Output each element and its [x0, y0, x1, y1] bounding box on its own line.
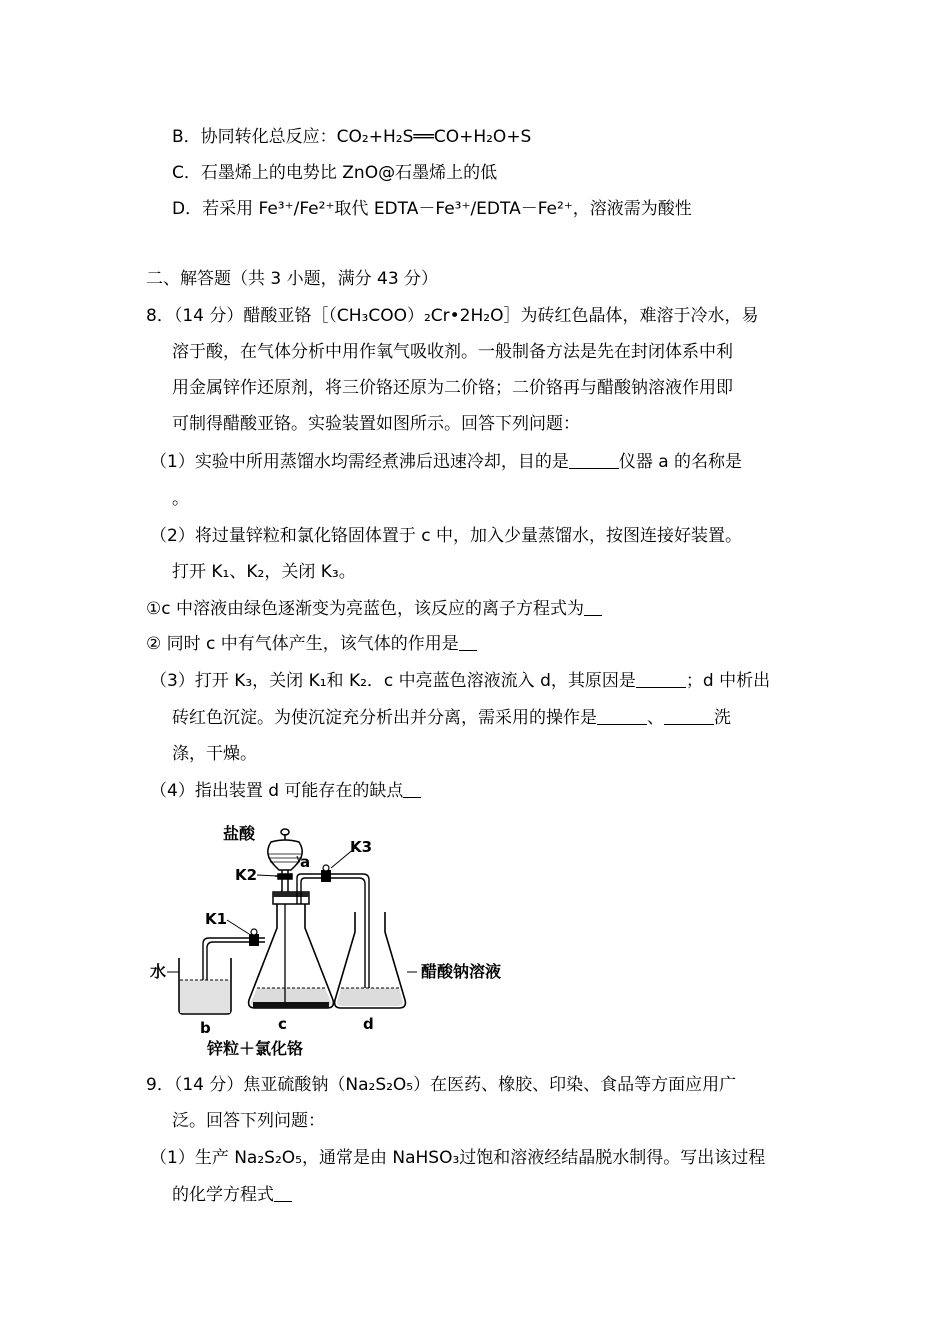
q9-text-1: （14 分）焦亚硫酸钠（Na₂S₂O₅）在医药、橡胶、印染、食品等方面应用广 — [173, 1075, 737, 1095]
a-pointer — [297, 856, 299, 862]
k3-pointer — [331, 848, 355, 868]
q8-text-1: （14 分）醋酸亚铬［（CH₃COO）₂Cr•2H₂O］为砖红色晶体，难溶于冷水，易 — [173, 306, 759, 326]
option-c-text: 石墨烯上的电势比 ZnO@石墨烯上的低 — [200, 163, 498, 183]
q8-circle2 — [146, 633, 477, 655]
q8-part3-text-d: 洗 — [714, 708, 731, 728]
answer-blank[interactable] — [403, 781, 421, 798]
option-d — [172, 198, 692, 220]
q8-line1 — [146, 305, 758, 327]
q8-part4 — [150, 780, 421, 802]
q8-line3: 用金属锌作还原剂，将三价铬还原为二价铬；二价铬再与醋酸钠溶液作用即 — [172, 378, 733, 398]
answer-blank[interactable] — [569, 452, 619, 469]
option-b — [172, 126, 531, 148]
q8-circle1 — [146, 598, 602, 620]
q9-part1-text: 的化学方程式 — [172, 1185, 274, 1205]
water-b — [180, 980, 230, 1013]
q8-part1-text-a: （1）实验中所用蒸馏水均需经煮沸后迅速冷却，目的是 — [150, 452, 569, 472]
q8-part3-text-c: 砖红色沉淀。为使沉淀充分析出并分离，需采用的操作是 — [172, 708, 597, 728]
q9-part1-line2 — [172, 1184, 292, 1206]
q8-circle2-text: ② 同时 c 中有气体产生，该气体的作用是 — [146, 634, 459, 654]
q8-part1-end: 。 — [172, 489, 189, 509]
label-water: 水 — [150, 962, 167, 981]
q8-number: 8． — [146, 306, 174, 326]
label-zn-crcl3: 锌粒＋氯化铬 — [207, 1039, 304, 1058]
option-c — [172, 162, 497, 184]
q8-part3-sep: 、 — [647, 708, 664, 728]
q8-part2: （2）将过量锌粒和氯化铬固体置于 c 中，加入少量蒸馏水，按图连接好装置。 — [150, 526, 742, 546]
q8-line4: 可制得醋酸亚铬。实验装置如图所示。回答下列问题： — [172, 414, 580, 434]
apparatus-figure — [145, 820, 525, 1060]
label-d: d — [363, 1015, 374, 1033]
option-c-label: C． — [172, 163, 201, 183]
answer-blank[interactable] — [584, 599, 602, 616]
label-k1: K1 — [205, 910, 228, 928]
k1-pointer — [227, 920, 249, 934]
q8-part1-text-b: 仪器 a 的名称是 — [618, 452, 743, 472]
zinc-granules — [253, 1002, 329, 1008]
label-c: c — [278, 1015, 287, 1033]
option-d-label: D． — [172, 199, 203, 219]
q8-circle1-text: ①c 中溶液由绿色逐渐变为亮蓝色，该反应的离子方程式为 — [146, 599, 584, 619]
q8-part2-line2: 打开 K₁、K₂，关闭 K₃。 — [172, 562, 356, 582]
option-d-text: 若采用 Fe³⁺/Fe²⁺取代 EDTA－Fe³⁺/EDTA－Fe²⁺，溶液需为酸性 — [202, 199, 692, 219]
solution-d — [337, 988, 403, 1006]
q8-part3 — [150, 670, 770, 692]
q9-line2: 泛。回答下列问题： — [172, 1111, 325, 1131]
k2-pointer — [257, 875, 277, 876]
q9-line1 — [146, 1074, 736, 1096]
answer-blank[interactable] — [274, 1185, 292, 1202]
option-b-text: 协同转化总反应：CO₂+H₂S══CO+H₂O+S — [200, 127, 532, 147]
k1-stopcock — [249, 929, 259, 946]
answer-blank[interactable] — [664, 708, 714, 725]
q8-part3-text-b: ；d 中析出 — [685, 671, 771, 691]
q8-part3-line3: 涤，干燥。 — [172, 744, 257, 764]
q9-number: 9． — [146, 1075, 174, 1095]
label-a: a — [300, 853, 311, 871]
label-k3: K3 — [350, 838, 373, 856]
q8-line2: 溶于酸，在气体分析中用作氧气吸收剂。一般制备方法是先在封闭体系中利 — [172, 342, 733, 362]
answer-blank[interactable] — [597, 708, 647, 725]
section-title: 二、解答题（共 3 小题，满分 43 分） — [146, 269, 439, 289]
answer-blank[interactable] — [459, 634, 477, 651]
label-hcl: 盐酸 — [223, 824, 256, 843]
q8-part1 — [150, 451, 742, 473]
label-sodium-acetate: 醋酸钠溶液 — [421, 962, 502, 981]
stopper-band — [273, 892, 309, 897]
q8-part4-text: （4）指出装置 d 可能存在的缺点 — [150, 781, 404, 801]
answer-blank[interactable] — [636, 671, 686, 688]
label-k2: K2 — [235, 866, 258, 884]
q8-part3-text-a: （3）打开 K₃，关闭 K₁和 K₂．c 中亮蓝色溶液流入 d，其原因是 — [150, 671, 636, 691]
q9-part1: （1）生产 Na₂S₂O₅，通常是由 NaHSO₃过饱和溶液经结晶脱水制得。写出该过程 — [150, 1148, 766, 1168]
option-b-label: B． — [172, 127, 201, 147]
k3-stopcock — [321, 865, 331, 882]
label-b: b — [200, 1019, 211, 1037]
q8-part3-line2 — [172, 707, 731, 729]
